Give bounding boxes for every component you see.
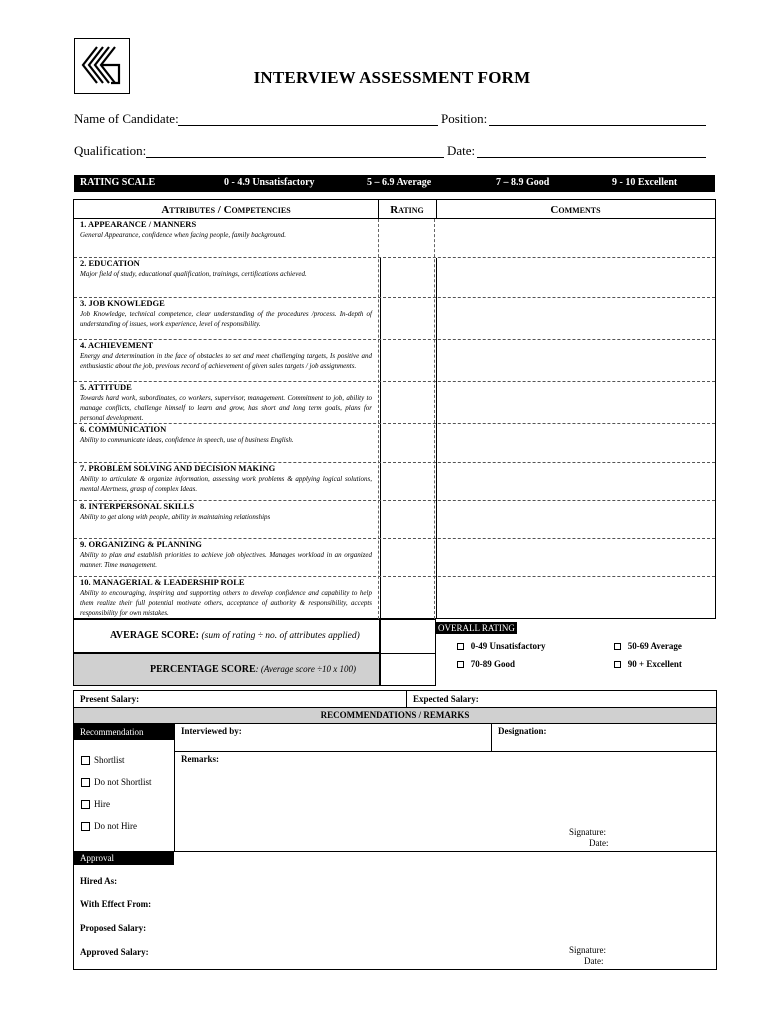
option-hire[interactable]: Hire [81,799,110,809]
signature-label: Signature: [569,827,606,837]
rating-scale-label: RATING SCALE [80,177,156,188]
average-score-row [73,619,380,653]
name-field[interactable] [178,125,438,126]
date-label: Date: [447,143,476,158]
competency-desc: Ability to articulate & organize information, assessing work problems & applying logical solutions, mental Alertness, grasp of complex Ideas. [80,475,372,493]
remarks-label: Remarks: [181,754,219,764]
competency-desc: Energy and determination in the face of obstacles to set and meet challenging targets, Is positive and enthusiastic about the job, previous record of achievement of given sales targets / job assignments. [80,352,372,370]
position-field[interactable] [489,125,706,126]
interviewed-by-label: Interviewed by: [181,726,242,736]
competency-title: 5. ATTITUDE [80,382,132,392]
competency-row [74,340,715,382]
competency-title: 6. COMMUNICATION [80,424,167,434]
competency-title: 4. ACHIEVEMENT [80,340,154,350]
form-title: INTERVIEW ASSESSMENT FORM [253,68,531,87]
competency-desc: Ability to communicate ideas, confidence in speech, use of business English. [80,436,294,444]
recommendation-label: Recommendation [74,724,174,740]
option-do-not-shortlist[interactable]: Do not Shortlist [81,777,152,787]
competency-row [74,539,715,577]
average-score-formula: (sum of rating ÷ no. of attributes applied) [201,631,360,641]
competency-row [74,219,715,258]
overall-option-good[interactable]: 70-89 Good [457,659,515,669]
checkbox-icon[interactable] [457,661,464,668]
with-effect-from-label: With Effect From: [80,899,152,909]
overall-option-average[interactable]: 50-69 Average [614,641,682,651]
competency-desc: Towards hard work, subordinates, co workers, supervisor, management. Commitment to job, ability to manage conflicts, challenge himself to learn and grow, has short and long term goals, plans for personal development. [80,394,372,422]
signature-label-approval: Signature: [569,945,606,955]
hired-as-label: Hired As: [80,876,118,886]
competency-row [74,382,715,424]
scale-average: 5 – 6.9 Average [367,177,432,188]
scale-unsatisfactory: 0 - 4.9 Unsatisfactory [224,177,315,188]
competency-title: 1. APPEARANCE / MANNERS [80,219,197,229]
average-score-label: AVERAGE SCORE: [110,630,199,641]
competency-row [74,424,715,463]
competency-row [74,463,715,501]
position-label: Position: [441,111,488,126]
date-field[interactable] [477,157,706,158]
present-salary-label: Present Salary: [80,694,140,704]
checkbox-icon[interactable] [457,643,464,650]
competency-desc: Job Knowledge, technical competence, clear understanding of the procedures /process. In-depth of understanding of issues, work experience, level of responsibility. [80,310,372,328]
competency-title: 9. ORGANIZING & PLANNING [80,539,202,549]
approval-label: Approval [74,851,174,865]
scale-excellent: 9 - 10 Excellent [612,177,678,188]
competency-desc: General Appearance, confidence when facing people, family background. [80,231,287,239]
checkbox-icon[interactable] [614,643,621,650]
header-rating: Rating [390,204,424,216]
overall-option-excellent[interactable]: 90 + Excellent [614,659,682,669]
checkbox-icon[interactable] [81,756,90,765]
competency-title: 2. EDUCATION [80,258,140,268]
recommendations-header: RECOMMENDATIONS / REMARKS [74,708,716,724]
score-value-box[interactable] [380,619,436,686]
qualification-label: Qualification: [74,143,147,158]
checkbox-icon[interactable] [614,661,621,668]
rating-scale-bar [74,175,715,192]
checkbox-icon[interactable] [81,778,90,787]
option-do-not-hire[interactable]: Do not Hire [81,821,137,831]
percentage-score-formula: : (Average score ÷10 x 100) [255,664,356,674]
competency-title: 7. PROBLEM SOLVING AND DECISION MAKING [80,463,276,473]
competency-desc: Ability to get along with people, ability in maintaining relationships [80,513,271,521]
expected-salary-label: Expected Salary: [413,694,479,704]
date-label-approval: Date: [584,956,604,966]
option-shortlist[interactable]: Shortlist [81,755,125,765]
competency-desc: Major field of study, educational qualification, trainings, certifications achieved. [80,270,307,278]
header-comments: Comments [550,204,601,216]
date-label-remarks: Date: [589,838,609,848]
scale-good: 7 – 8.9 Good [496,177,550,188]
competency-row [74,258,715,298]
approved-salary-label: Approved Salary: [80,947,149,957]
designation-label: Designation: [498,726,547,736]
competency-desc: Ability to encouraging, inspiring and supporting others to develop confidence and capability to help them realize their full potential motivate others, acceptance of authority & responsibility, accepts responsibility for own mistakes. [80,589,372,617]
header-attributes: Attributes / Competencies [161,204,291,216]
percentage-score-row [73,653,380,686]
competency-desc: Ability to plan and establish priorities to achieve job objectives. Manages workload in an organized manner. Time management. [80,551,372,569]
competency-row [74,577,715,619]
name-label: Name of Candidate: [74,111,179,126]
overall-option-unsatisfactory[interactable]: 0-49 Unsatisfactory [457,641,546,651]
checkbox-icon[interactable] [81,822,90,831]
competency-row [74,501,715,539]
overall-rating-label: OVERALL RATING [438,623,515,633]
checkbox-icon[interactable] [81,800,90,809]
competency-title: 8. INTERPERSONAL SKILLS [80,501,195,511]
competency-title: 10. MANAGERIAL & LEADERSHIP ROLE [80,577,245,587]
competency-title: 3. JOB KNOWLEDGE [80,298,165,308]
competency-row [74,298,715,340]
proposed-salary-label: Proposed Salary: [80,923,147,933]
qualification-field[interactable] [146,157,444,158]
percentage-score-label: PERCENTAGE SCORE [150,664,256,675]
